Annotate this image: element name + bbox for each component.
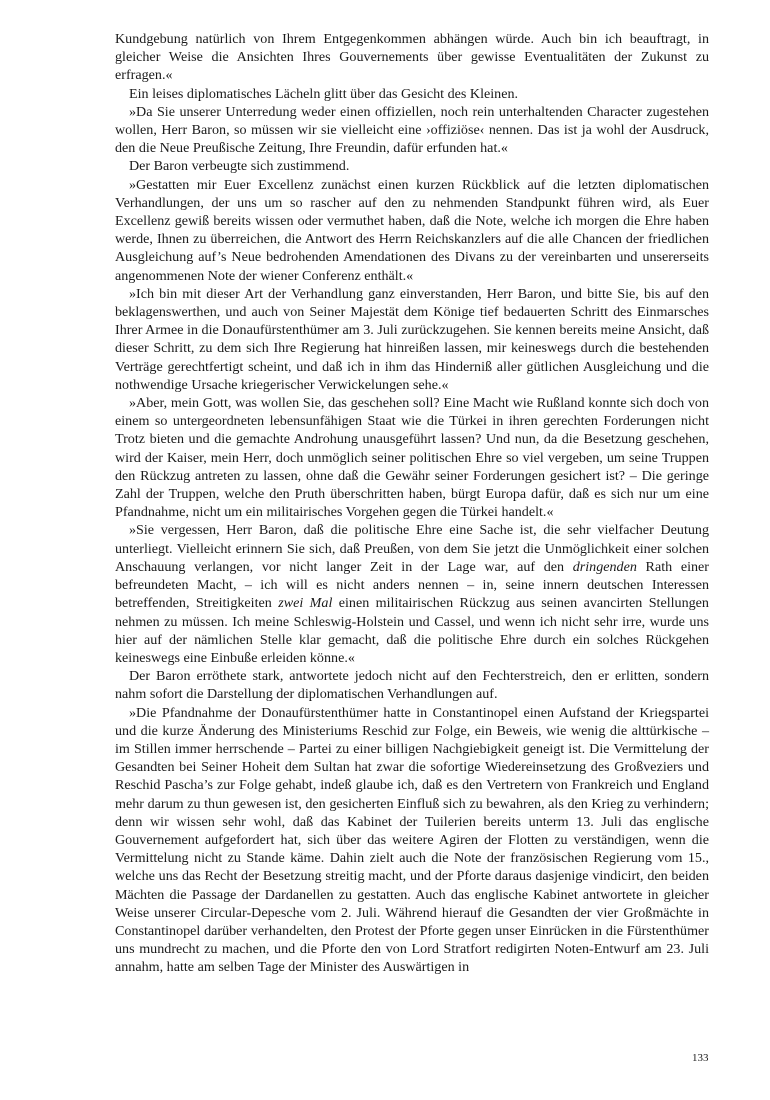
text-run: Der Baron erröthete stark, antwortete jedoch nicht auf den Fechterstreich, den er erlitten, sondern nahm sofort die Darstellung der diplomatischen Verhandlungen auf. (115, 668, 709, 703)
page-number: 133 (692, 1052, 709, 1064)
text-run: einen militairischen Rückzug aus seinen avancirten Stellungen nehmen zu müssen. Ich meine Schleswig-Holstein und Cassel, und wenn ich nicht sehr irre, wurde uns hier auf der nämlichen Stelle klar gemacht, daß die politische Ehre durch ein solches Rückgehen keineswegs eine Einbuße erleiden könne.« (115, 595, 709, 666)
paragraph (115, 394, 709, 521)
text-run: »Aber, mein Gott, was wollen Sie, das geschehen soll? Eine Macht wie Rußland konnte sich doch von einem so untergeordneten lebensunfähigen Staat wie die Türkei in ihren gerechten Forderungen nicht Trotz bieten und die gemachte Androhung unausgeführt lassen? Und nun, da die Besetzung geschehen, wird der Kaiser, mein Herr, doch unmöglich seiner politischen Ehre so viel vergeben, um seine Truppen den Rückzug antreten zu lassen, ohne daß die Gewähr seiner Forderungen gesichert ist? – Die geringe Zahl der Truppen, welche den Pruth überschritten haben, bürgt Europa dafür, daß es sich nur um eine Pfandnahme, nicht um ein militairisches Vorgehen gegen die Türkei handelt.« (115, 395, 709, 521)
paragraph (115, 103, 709, 158)
text-run: »Ich bin mit dieser Art der Verhandlung ganz einverstanden, Herr Baron, und bitte Sie, bis auf den beklagenswerthen, und auch von Seiner Majestät dem Könige tief bedauerten Schritt des Einmarsches Ihrer Armee in die Donaufürstenthümer am 3. Juli zurückzugehen. Sie kennen bereits meine Ansicht, daß dieser Schritt, zu dem sich Ihre Regierung hat hinreißen lassen, mir keineswegs durch die bestehenden Verträge gerechtfertigt scheint, und daß ich in ihm das Hinderniß aller gütlichen Ausgleichung und die nothwendige Ursache kriegerischer Verwickelungen sehe.« (115, 285, 709, 393)
paragraph (115, 157, 709, 175)
text-run: »Sie vergessen, Herr Baron, daß die politische Ehre eine Sache ist, die sehr vielfacher Deutung unterliegt. Vielleicht erinnern Sie sich, daß Preußen, von dem Sie jetzt die Unmöglichkeit einer solchen Anschauung verlangen, vor nicht langer Zeit in der Lage war, auf den (115, 522, 709, 575)
text-run: »Gestatten mir Euer Excellenz zunächst einen kurzen Rückblick auf die letzten diplomatischen Verhandlungen, der uns um so rascher auf den zu nehmenden Standpunkt führen wird, als Euer Excellenz gewiß bereits wissen oder vermuthet haben, daß die Note, welche ich morgen die Ehre haben werde, Ihnen zu überreichen, die Antwort des Herrn Reichskanzlers auf die alle Chancen der friedlichen Ausgleichung auf’s Neue bedrohenden Amendationen des Divans zu der vereinbarten und unsererseits angenommenen Note der wiener Conferenz enthält.« (115, 176, 709, 284)
text-run: »Die Pfandnahme der Donaufürstenthümer hatte in Constantinopel einen Aufstand der Kriegspartei und die kurze Änderung des Ministeriums Reschid zur Folge, ein Beweis, wie wenig die alttürkische – im Stillen immer herrschende – Partei zu einer billigen Nachgiebigkeit geneigt ist. Die Vermittelung der Gesandten bei Seiner Hoheit dem Sultan hat zwar die sofortige Wiedereinsetzung des Großveziers und Reschid Pascha’s zur Folge gehabt, indeß glaube ich, daß es den Vertretern von Frankreich und England mehr darum zu thun gewesen ist, den gesicherten Einfluß sich zu bewahren, als den Krieg zu verhindern; denn wir wissen sehr wohl, daß das Kabinet der Tuilerien bereits unterm 13. Juli das englische Gouvernement aufgefordert hat, sich über das weitere Agiren der Flotten zu verständigen, wenn die Vermittelung nicht zu Stande käme. Dahin zielt auch die Note der französischen Regierung vom 15., welche uns das Recht der Besetzung streitig macht, und der Pforte daraus dasjenige vindicirt, den beiden Mächten die Passage der Dardanellen zu gestatten. Auch das englische Kabinet antwortete in gleicher Weise unserer Circular-Depesche vom 2. Juli. Während hierauf die Gesandten der vier Großmächte in Constantinopel darüber verhandelten, den Protest der Pforte gegen unser Einrücken in die Fürstenthümer uns mundrecht zu machen, und die Pforte den von Lord Stratfort redigirten Noten-Entwurf am 23. Juli annahm, hatte am selben Tage der Minister des Auswärtigen in (115, 704, 709, 976)
paragraph (115, 285, 709, 394)
paragraph (115, 521, 709, 667)
text-run: Der Baron verbeugte sich zustimmend. (129, 158, 350, 175)
paragraph (115, 85, 709, 103)
italic-text: zwei Mal (278, 595, 333, 612)
text-run: Kundgebung natürlich von Ihrem Entgegenkommen abhängen würde. Auch bin ich beauftragt, in gleicher Weise die Ansichten Ihres Gouvernements über gewisse Eventualitäten der Zukunst zu erfragen.« (115, 31, 709, 84)
paragraph (115, 704, 709, 977)
italic-text: dringenden (572, 558, 637, 575)
book-page-text (115, 30, 709, 977)
text-run: Ein leises diplomatisches Lächeln glitt über das Gesicht des Kleinen. (129, 85, 519, 102)
paragraph (115, 176, 709, 285)
text-run: »Da Sie unserer Unterredung weder einen offiziellen, noch rein unterhaltenden Character zugestehen wollen, Herr Baron, so müssen wir sie vielleicht eine ›offiziöse‹ nennen. Das ist ja wohl der Ausdruck, den die Neue Preußische Zeitung, Ihre Freundin, dafür erfunden hat.« (115, 103, 709, 157)
paragraph (115, 30, 709, 85)
paragraph (115, 667, 709, 703)
text-run: Rath einer befreundeten Macht, – ich will es nicht anders nennen – in, seine innern deutschen Interessen betreffenden, Streitigkeiten (115, 558, 709, 612)
